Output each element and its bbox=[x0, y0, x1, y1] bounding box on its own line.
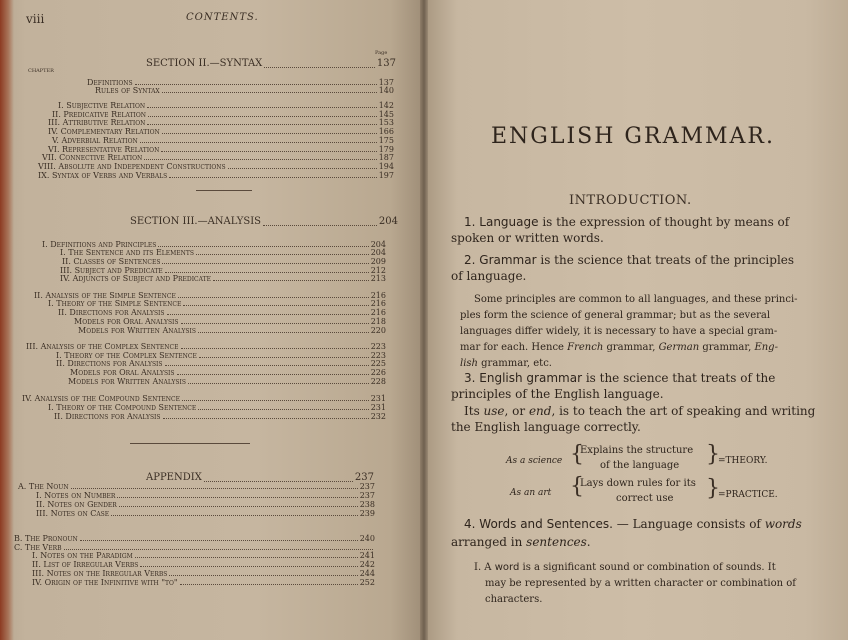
right-page bbox=[424, 0, 848, 640]
section-page: 204 bbox=[378, 216, 398, 227]
leader-dots bbox=[181, 323, 369, 324]
toc-entry-page: 252 bbox=[359, 578, 375, 587]
toc-entry-title: IV. Adjuncts of Subject and Predicate bbox=[60, 274, 212, 283]
para-number: 1. bbox=[464, 215, 476, 229]
text: mar for each. Hence bbox=[460, 342, 568, 353]
toc-entry bbox=[68, 377, 386, 386]
toc-entry-page: 166 bbox=[378, 127, 394, 136]
toc-entry-page: 197 bbox=[378, 171, 394, 180]
toc-entry bbox=[52, 136, 394, 145]
toc-entry-page: 232 bbox=[370, 412, 386, 421]
toc-entry-title: II. Directions for Analysis bbox=[56, 359, 163, 368]
toc-entry-page: 231 bbox=[370, 403, 386, 412]
paragraph-2-line-1 bbox=[464, 253, 794, 267]
paragraph-3-line-3 bbox=[464, 404, 815, 418]
toc-entry-page: 241 bbox=[359, 551, 375, 560]
text: is the expression of thought by means of bbox=[538, 215, 790, 229]
toc-entry-title: IV. Analysis of the Compound Sentence bbox=[22, 394, 180, 403]
text: — Language consists of bbox=[612, 517, 765, 531]
toc-entry-title: B. The Pronoun bbox=[14, 534, 78, 543]
toc-entry-page: 240 bbox=[359, 534, 375, 543]
art-line-2: correct use bbox=[616, 493, 674, 504]
leader-dots bbox=[135, 84, 377, 85]
toc-entry-page: 223 bbox=[370, 351, 386, 360]
term: Grammar bbox=[479, 253, 537, 267]
leader-dots bbox=[228, 168, 377, 169]
italic-text: end bbox=[528, 404, 552, 418]
toc-entry bbox=[60, 274, 386, 283]
paragraph-4-line-1 bbox=[464, 517, 802, 531]
art-result: =PRACTICE. bbox=[718, 490, 778, 500]
italic-text: use bbox=[483, 404, 505, 418]
toc-entry-title: I. Subjective Relation bbox=[58, 101, 146, 110]
toc-entry-title: III. Subject and Predicate bbox=[60, 266, 163, 275]
toc-entry-page: 140 bbox=[378, 86, 394, 95]
toc-entry bbox=[48, 403, 386, 412]
toc-entry bbox=[74, 317, 386, 326]
leader-dots bbox=[71, 488, 358, 489]
note-line-4 bbox=[460, 341, 778, 355]
toc-entry-page: 218 bbox=[370, 317, 386, 326]
toc-entry-page: 145 bbox=[378, 110, 394, 119]
leader-dots bbox=[144, 159, 376, 160]
italic-text: French bbox=[567, 342, 604, 353]
toc-entry-title: VI. Representative Relation bbox=[48, 145, 160, 154]
leader-dots bbox=[161, 151, 376, 152]
toc-entry-title: IV. Origin of the Infinitive with "to" bbox=[32, 578, 178, 587]
toc-entry-page: 216 bbox=[370, 308, 386, 317]
book-spine bbox=[420, 0, 428, 640]
toc-entry-title: C. The Verb bbox=[14, 543, 62, 552]
toc-entry-title: Rules of Syntax bbox=[95, 86, 160, 95]
toc-entry-title: III. Attributive Relation bbox=[48, 118, 146, 127]
section-heading-syntax bbox=[146, 58, 396, 70]
page-title: ENGLISH GRAMMAR. bbox=[491, 124, 775, 149]
text: . bbox=[586, 535, 591, 549]
toc-entry bbox=[54, 412, 386, 421]
toc-entry-title: II. Notes on Gender bbox=[36, 500, 117, 509]
leader-dots bbox=[162, 92, 377, 93]
italic-text: sentences bbox=[526, 535, 587, 549]
toc-entry-title: I. Definitions and Principles bbox=[42, 240, 157, 249]
leader-dots bbox=[148, 116, 377, 117]
leader-dots bbox=[80, 540, 358, 541]
toc-entry-page: 238 bbox=[359, 500, 375, 509]
leader-dots bbox=[140, 566, 357, 567]
toc-entry-title: II. Directions for Analysis bbox=[54, 412, 161, 421]
paragraph-3-line-4: the English language correctly. bbox=[451, 420, 641, 434]
toc-entry-page: 226 bbox=[370, 368, 386, 377]
toc-entry-page: 142 bbox=[378, 101, 394, 110]
italic-text: words bbox=[764, 517, 802, 531]
right-brace: } bbox=[706, 476, 720, 501]
toc-entry-page: 175 bbox=[378, 136, 394, 145]
leader-dots bbox=[178, 297, 369, 298]
left-brace: { bbox=[570, 474, 584, 499]
art-label: As an art bbox=[510, 488, 552, 498]
science-label: As a science bbox=[506, 456, 563, 466]
leader-dots bbox=[119, 506, 358, 507]
paragraph-1-line-2: spoken or written words. bbox=[451, 231, 604, 245]
toc-entry bbox=[60, 248, 386, 257]
toc-entry-title: III. Analysis of the Complex Sentence bbox=[26, 342, 179, 351]
toc-entry bbox=[38, 162, 394, 171]
toc-entry-title: II. List of Irregular Verbs bbox=[32, 560, 139, 569]
science-line-1: Explains the structure bbox=[580, 445, 694, 456]
science-result: =THEORY. bbox=[718, 456, 768, 466]
page-number: viii bbox=[26, 12, 45, 26]
toc-entry-page: 216 bbox=[370, 299, 386, 308]
toc-entry-page: 228 bbox=[370, 377, 386, 386]
note-line-3: languages differ widely, it is necessary to have a special gram- bbox=[460, 326, 778, 337]
page-edge bbox=[0, 0, 14, 640]
toc-entry-title: Definitions bbox=[87, 78, 133, 87]
toc-entry-page: 216 bbox=[370, 291, 386, 300]
toc-entry-page: 209 bbox=[370, 257, 386, 266]
leader-dots bbox=[162, 263, 368, 264]
note-line-5 bbox=[460, 357, 552, 371]
toc-entry bbox=[36, 500, 375, 509]
toc-entry-page: 237 bbox=[359, 482, 375, 491]
paragraph-5-line-2: may be represented by a written character or combination of bbox=[485, 578, 796, 589]
leader-dots bbox=[147, 124, 376, 125]
toc-entry bbox=[42, 153, 394, 162]
text: is the science that treats of the principles bbox=[536, 253, 795, 267]
toc-entry-title: III. Notes on the Irregular Verbs bbox=[32, 569, 168, 578]
toc-entry-page: 212 bbox=[370, 266, 386, 275]
leader-dots bbox=[117, 497, 357, 498]
italic-text: German bbox=[658, 342, 700, 353]
toc-entry-page: 204 bbox=[370, 248, 386, 257]
introduction-heading: INTRODUCTION. bbox=[569, 193, 692, 208]
toc-entry bbox=[48, 299, 386, 308]
toc-entry bbox=[78, 326, 386, 335]
toc-entry-title: V. Adverbial Relation bbox=[52, 136, 138, 145]
toc-entry-title: Models for Written Analysis bbox=[78, 326, 196, 335]
right-brace: } bbox=[706, 442, 720, 467]
leader-dots bbox=[182, 400, 369, 401]
toc-entry bbox=[58, 101, 394, 110]
toc-entry-page: 194 bbox=[378, 162, 394, 171]
paragraph-5-line-1 bbox=[474, 561, 776, 575]
toc-entry-page: 204 bbox=[370, 240, 386, 249]
running-head: CONTENTS. bbox=[186, 12, 259, 23]
toc-entry-title: VIII. Absolute and Independent Constructions bbox=[38, 162, 226, 171]
toc-entry bbox=[18, 482, 375, 491]
note-line-2: ples form the science of general grammar; but as the several bbox=[460, 310, 771, 321]
art-line-1: Lays down rules for its bbox=[580, 478, 696, 489]
toc-entry bbox=[95, 86, 394, 95]
text: grammar, bbox=[603, 342, 659, 353]
leader-dots bbox=[183, 305, 368, 306]
leader-dots bbox=[111, 515, 358, 516]
toc-entry-title: IV. Complementary Relation bbox=[48, 127, 160, 136]
text: grammar, bbox=[699, 342, 755, 353]
toc-entry bbox=[56, 359, 386, 368]
leader-dots bbox=[177, 374, 369, 375]
toc-entry-title: I. Notes on Number bbox=[36, 491, 116, 500]
leader-dots bbox=[165, 365, 369, 366]
italic-text: Eng- bbox=[754, 342, 778, 353]
toc-entry-page: 225 bbox=[370, 359, 386, 368]
toc-entry bbox=[36, 491, 375, 500]
leader-dots bbox=[162, 133, 377, 134]
toc-entry bbox=[48, 118, 394, 127]
text: I. A bbox=[474, 562, 495, 573]
toc-entry-title: IX. Syntax of Verbs and Verbals bbox=[38, 171, 168, 180]
toc-entry bbox=[62, 257, 386, 266]
leader-dots bbox=[169, 575, 357, 576]
para-number: 2. bbox=[464, 253, 476, 267]
section-heading-analysis bbox=[130, 216, 398, 228]
section-title: APPENDIX bbox=[146, 472, 202, 483]
toc-entry bbox=[32, 551, 375, 560]
leader-dots bbox=[135, 557, 358, 558]
text: arranged in bbox=[451, 535, 527, 549]
term: Language bbox=[479, 215, 539, 229]
toc-entry-page: 242 bbox=[359, 560, 375, 569]
toc-entry-page: 231 bbox=[370, 394, 386, 403]
toc-entry-page: 237 bbox=[359, 491, 375, 500]
toc-entry-page: 187 bbox=[378, 153, 394, 162]
toc-entry bbox=[58, 308, 386, 317]
toc-entry bbox=[32, 569, 375, 578]
para-number: 3. bbox=[464, 371, 476, 385]
toc-entry-page: 244 bbox=[359, 569, 375, 578]
toc-entry-title: Models for Written Analysis bbox=[68, 377, 186, 386]
section-title: SECTION III.—ANALYSIS bbox=[130, 216, 262, 227]
toc-entry bbox=[26, 342, 386, 351]
leader-dots bbox=[165, 272, 369, 273]
leader-dots bbox=[140, 142, 377, 143]
page-column-label: Page bbox=[375, 50, 388, 56]
chapter-column-label: CHAPTER bbox=[28, 68, 54, 74]
left-brace: { bbox=[570, 442, 584, 467]
paragraph-4-line-2 bbox=[451, 535, 591, 549]
leader-dots bbox=[163, 418, 369, 419]
toc-entry bbox=[38, 171, 394, 180]
toc-entry-title: I. Theory of the Simple Sentence bbox=[48, 299, 182, 308]
paragraph-3-line-2: principles of the English language. bbox=[451, 387, 664, 401]
toc-entry-page: 179 bbox=[378, 145, 394, 154]
leader-dots bbox=[196, 254, 369, 255]
term: English grammar bbox=[479, 371, 582, 385]
toc-entry-title: III. Notes on Case bbox=[36, 509, 110, 518]
toc-entry-title: VII. Connective Relation bbox=[42, 153, 143, 162]
toc-entry-title: II. Analysis of the Simple Sentence bbox=[34, 291, 176, 300]
toc-entry-title: II. Classes of Sentences bbox=[62, 257, 161, 266]
leader-dots bbox=[180, 584, 358, 585]
toc-entry-title: A. The Noun bbox=[18, 482, 69, 491]
leader-dots bbox=[158, 246, 368, 247]
term: word bbox=[494, 562, 520, 573]
leader-dots bbox=[188, 383, 369, 384]
italic-text: lish bbox=[460, 358, 478, 369]
leader-dots bbox=[198, 409, 368, 410]
divider bbox=[130, 443, 250, 444]
toc-entry-page: 153 bbox=[378, 118, 394, 127]
toc-entry bbox=[70, 368, 386, 377]
toc-entry-page: 223 bbox=[370, 342, 386, 351]
paragraph-2-line-2: of language. bbox=[451, 269, 527, 283]
section-page: 237 bbox=[354, 472, 374, 483]
leader-dots bbox=[147, 107, 377, 108]
toc-entry-page: 239 bbox=[359, 509, 375, 518]
leader-dots bbox=[198, 332, 369, 333]
toc-entry-title: Models for Oral Analysis bbox=[74, 317, 179, 326]
toc-entry bbox=[22, 394, 386, 403]
toc-entry-title: I. Notes on the Paradigm bbox=[32, 551, 133, 560]
paragraph-5-line-3: characters. bbox=[485, 594, 543, 605]
section-title: SECTION II.—SYNTAX bbox=[146, 58, 263, 69]
text: , or bbox=[504, 404, 529, 418]
text: , is to teach the art of speaking and writing bbox=[551, 404, 816, 418]
term: Words and Sentences. bbox=[479, 517, 613, 531]
toc-entry bbox=[14, 534, 375, 543]
divider bbox=[196, 190, 252, 191]
toc-entry-page: 213 bbox=[370, 274, 386, 283]
paragraph-1-line-1 bbox=[464, 215, 789, 229]
toc-entry bbox=[32, 560, 375, 569]
leader-dots bbox=[199, 357, 369, 358]
toc-entry bbox=[36, 509, 375, 518]
section-page: 137 bbox=[376, 58, 396, 69]
toc-entry-page: 137 bbox=[378, 78, 394, 87]
toc-entry-title: II. Predicative Relation bbox=[52, 110, 147, 119]
leader-dots bbox=[213, 280, 369, 281]
toc-entry-title: I. The Sentence and its Elements bbox=[60, 248, 195, 257]
leader-dots bbox=[181, 348, 369, 349]
toc-entry-title: I. Theory of the Complex Sentence bbox=[56, 351, 197, 360]
toc-entry bbox=[48, 127, 394, 136]
leader-dots bbox=[167, 314, 369, 315]
toc-entry bbox=[32, 578, 375, 587]
text: Its bbox=[464, 404, 484, 418]
paragraph-3-line-1 bbox=[464, 371, 775, 385]
para-number: 4. bbox=[464, 517, 476, 531]
leader-dots bbox=[64, 549, 374, 550]
toc-entry-title: Models for Oral Analysis bbox=[70, 368, 175, 377]
text: is the science that treats of the bbox=[582, 371, 776, 385]
toc-entry-title: I. Theory of the Compound Sentence bbox=[48, 403, 197, 412]
note-line-1: Some principles are common to all languages, and these princi- bbox=[474, 294, 798, 305]
toc-entry-title: II. Directions for Analysis bbox=[58, 308, 165, 317]
leader-dots bbox=[169, 177, 376, 178]
text: is a significant sound or combination of sounds. It bbox=[519, 562, 776, 573]
science-line-2: of the language bbox=[600, 460, 680, 471]
toc-entry-page: 220 bbox=[370, 326, 386, 335]
text: grammar, etc. bbox=[477, 358, 552, 369]
